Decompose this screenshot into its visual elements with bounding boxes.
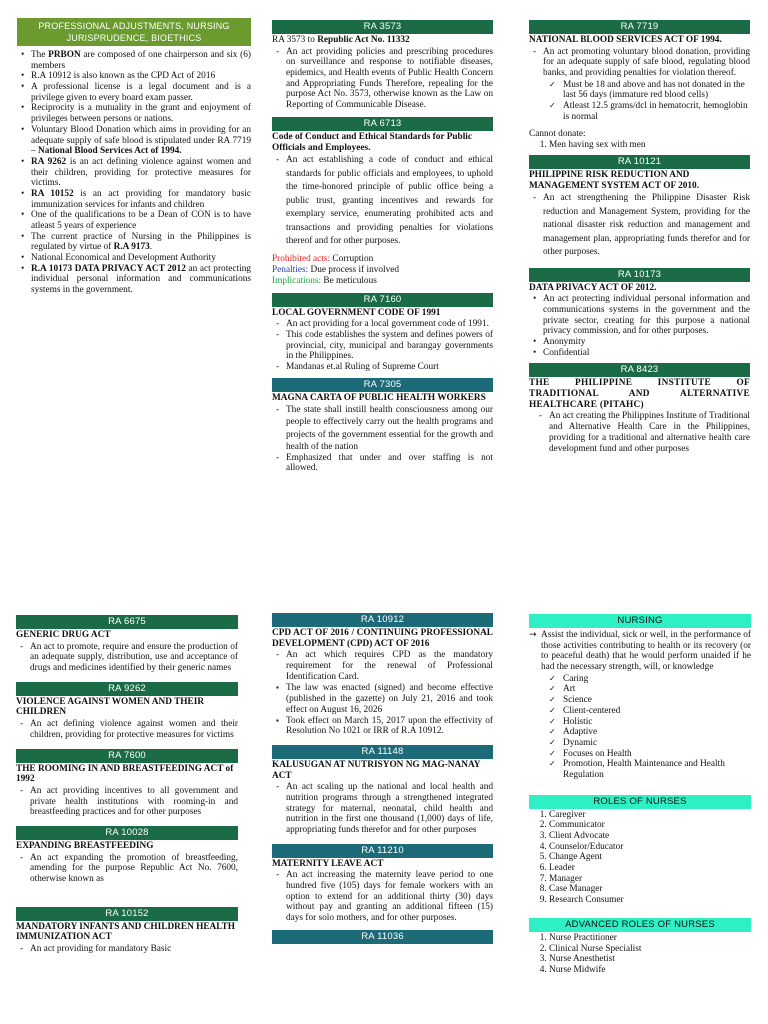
check-item: ✓ Promotion, Health Maintenance and Health Regulation xyxy=(563,759,751,780)
role-item: 3. Client Advocate xyxy=(549,831,751,842)
ra7160-title: LOCAL GOVERNMENT CODE OF 1991 xyxy=(272,307,441,318)
ra6675-list xyxy=(16,642,238,674)
ra7600-list xyxy=(16,786,238,818)
ra11148-list xyxy=(272,782,493,835)
ra10912-dotlist xyxy=(272,683,493,736)
ra6713-prohibited: Prohibited acts: Corruption xyxy=(272,254,374,265)
section-header-ra7305: RA 7305 xyxy=(272,378,493,392)
list-item: - An act defining violence against women and their children, providing for protective measures for victims xyxy=(30,719,238,740)
ra6713-implications: Implications: Be meticulous xyxy=(272,275,377,286)
section-header-ra10152: RA 10152 xyxy=(16,907,238,921)
role-item: 7. Manager xyxy=(549,874,751,885)
ra7600-title: THE ROOMING IN AND BREASTFEEDING ACT of 1992 xyxy=(16,763,234,785)
section-header-ra10173: RA 10173 xyxy=(529,268,750,282)
advanced-role-item: 2. Clinical Nurse Specialist xyxy=(549,944,751,955)
ra10912-list xyxy=(272,650,493,682)
check-item: ✓ Caring xyxy=(563,674,751,685)
ra10028-title: EXPANDING BREASTFEEDING xyxy=(16,840,154,851)
ra3573-list xyxy=(272,47,493,111)
ra8423-list xyxy=(529,411,750,454)
role-item: 9. Research Consumer xyxy=(549,895,751,906)
section-header-ra10028: RA 10028 xyxy=(16,826,238,840)
check-item: ✓ Focuses on Health xyxy=(563,749,751,760)
role-item: 4. Counselor/Educator xyxy=(549,842,751,853)
ra6675-title: GENERIC DRUG ACT xyxy=(16,630,111,640)
section-header-ra7600: RA 7600 xyxy=(16,749,238,763)
col2-bottom xyxy=(272,613,493,944)
section-header-nursing: NURSING xyxy=(529,614,751,628)
role-item: 5. Change Agent xyxy=(549,852,751,863)
list-item: - An act promoting voluntary blood donation, providing for an adequate supply of safe blood, regulating blood banks, and providing penalties for violation thereof. xyxy=(543,47,750,79)
check-item: ✓ Dynamic xyxy=(563,738,751,749)
ra6713-penalties: Penalties: Due process if involved xyxy=(272,265,400,276)
section-header-roles: ROLES OF NURSES xyxy=(529,795,751,809)
col3-bottom xyxy=(529,614,751,976)
check-item: ✓ Client-centered xyxy=(563,706,751,717)
ra10121-list xyxy=(529,192,750,259)
check-item: ✓ Art xyxy=(563,684,751,695)
list-item: - Mandanas et.al Ruling of Supreme Court xyxy=(286,362,493,373)
adjustment-item: • R.A 10912 is also known as the CPD Act of 2016 xyxy=(31,71,251,82)
list-item: • Confidential xyxy=(543,348,750,359)
check-item: ✓ Science xyxy=(563,695,751,706)
list-item: - An act increasing the maternity leave period to one hundred five (105) days for female workers with an option to extend for an additional thirty (30) days without pay and granting an additional fifteen (15) days for solo mothers, and for other purposes. xyxy=(286,870,493,923)
nursing-definition: → Assist the individual, sick or well, in the performance of those activities contributing to health or its recovery (or to peaceful death) that he would perform unaided if he had the necessary strength, will, or knowledge xyxy=(529,630,751,673)
advanced-role-item: 1. Nurse Practitioner xyxy=(549,933,751,944)
ra11210-list xyxy=(272,870,493,923)
col2-top xyxy=(272,20,493,474)
ra9262-list xyxy=(16,719,238,740)
list-item: - An act providing policies and prescribing procedures on surveillance and response to notifiable diseases, epidemics, and Health events of Public Health Concern and Appropriating Funds Therefore, repealing for the purpose Act No. 3573, otherwise known as the Law on Reporting of Communicable Disease. xyxy=(286,47,493,111)
adjustment-item: • The PRBON are composed of one chairperson and six (6) members xyxy=(31,50,251,71)
adjustment-item: • RA 9262 is an act defining violence against women and their children, providing for protective measures for victims. xyxy=(31,157,251,189)
ra7719-list xyxy=(529,47,750,79)
adjustment-item: • National Economical and Development Authority xyxy=(31,253,251,264)
adjustment-item: • Reciprocity is a mutuality in the grant and enjoyment of privileges between persons or nations. xyxy=(31,103,251,124)
nursing-checklist xyxy=(529,674,751,781)
check-item: ✓ Atleast 12.5 grams/dcl in hematocrit, hemoglobin is normal xyxy=(563,101,750,122)
list-item: - Emphasized that under and over staffing is not allowed. xyxy=(286,453,493,474)
ra11148-title: KALUSUGAN AT NUTRISYON NG MAG-NANAY ACT xyxy=(272,759,481,781)
col1-top xyxy=(17,18,251,296)
adjustment-item: • Voluntary Blood Donation which aims in providing for an adequate supply of safe blood is stipulated under RA 7719 – National Blood Services Act of 1994. xyxy=(31,125,251,157)
section-header-ra11148: RA 11148 xyxy=(272,745,493,759)
ra7719-title: NATIONAL BLOOD SERVICES ACT OF 1994. xyxy=(529,35,722,45)
list-item: • An act protecting individual personal information and communications systems in the government and the private sector, creating for this purpose a national privacy commission, and for other purposes. xyxy=(543,294,750,337)
adjustments-list xyxy=(17,50,251,296)
list-item: - An act strengthening the Philippine Disaster Risk reduction and Management System, providing for the national disaster risk reduction and management and management plan, appropriating funds therefor and for other purposes. xyxy=(543,192,750,259)
col3-top xyxy=(529,20,750,454)
cannot-donate-label: Cannot donate: xyxy=(529,128,586,139)
list-item: - This code establishes the system and defines powers of provincial, city, municipal and barangay governments in the Philippines. xyxy=(286,330,493,362)
section-header-adjustments: PROFESSIONAL ADJUSTMENTS, NURSING JURISPRUDENCE, BIOETHICS xyxy=(17,18,251,46)
ra10152-title: MANDATORY INFANTS AND CHILDREN HEALTH IMMUNIZATION ACT xyxy=(16,921,236,943)
ra6713-list xyxy=(272,154,493,248)
section-header-ra7719: RA 7719 xyxy=(529,20,750,34)
section-header-ra7160: RA 7160 xyxy=(272,293,493,307)
list-item: - An act providing for a local government code of 1991. xyxy=(286,319,493,330)
advanced-role-item: 4. Nurse Midwife xyxy=(549,965,751,976)
adjustment-item: • One of the qualifications to be a Dean of CON is to have atleast 5 years of experience xyxy=(31,210,251,231)
section-header-ra3573: RA 3573 xyxy=(272,20,493,34)
list-item: • Anonymity xyxy=(543,337,750,348)
list-item: - The state shall instill health consciousness among our people to effectively carry out the health programs and projects of the government essential for the growth and health of the nation xyxy=(286,404,493,452)
list-item: - An act providing incentives to all government and private health institutions with rooming-in and breastfeeding practices and for other purposes xyxy=(30,786,238,818)
list-item: - An act to promote, require and ensure the production of an adequate supply, distribution, use and acceptance of drugs and medicines identified by their generic names xyxy=(30,642,238,674)
section-header-ra10912: RA 10912 xyxy=(272,613,493,627)
list-item: ▪ The law was enacted (signed) and become effective (published in the gazette) on July 21, 2016 and took effect on August 16, 2026 xyxy=(286,683,493,715)
list-item: - An act providing for mandatory Basic xyxy=(30,944,238,955)
adjustment-item: • R.A 10173 DATA PRIVACY ACT 2012 an act protecting individual personal information and communications systems in the government. xyxy=(31,264,251,296)
ra8423-title: THE PHILIPPINE INSTITUTE OF TRADITIONAL AND ALTERNATIVE HEALTHCARE (PITAHC) xyxy=(529,378,750,410)
ra10028-list xyxy=(16,853,238,885)
adjustment-item: • RA 10152 is an act providing for mandatory basic immunization services for infants and children xyxy=(31,189,251,210)
col1-bottom xyxy=(16,615,238,955)
ra10121-title: PHILIPPINE RISK REDUCTION AND MANAGEMENT SYSTEM ACT OF 2010. xyxy=(529,169,700,191)
section-header-ra6675: RA 6675 xyxy=(16,615,238,629)
ra3573-title: RA 3573 to Republic Act No. 11332 xyxy=(272,35,410,45)
section-header-ra9262: RA 9262 xyxy=(16,682,238,696)
ra10173-list xyxy=(529,294,750,358)
adjustment-item: • A professional license is a legal document and is a privilege given to every board exam passer. xyxy=(31,82,251,103)
role-item: 6. Leader xyxy=(549,863,751,874)
cannot-donate-list xyxy=(529,140,750,151)
list-item: ▪ Took effect on March 15, 2017 upon the effectivity of Resolution No 1021 or IRR of R.A 10912. xyxy=(286,716,493,737)
list-item: 1. Men having sex with men xyxy=(549,140,750,151)
ra7160-list xyxy=(272,319,493,372)
roles-list xyxy=(529,810,751,906)
ra11210-title: MATERNITY LEAVE ACT xyxy=(272,858,384,869)
ra10152-list xyxy=(16,944,238,955)
role-item: 2. Communicator xyxy=(549,820,751,831)
ra7305-list xyxy=(272,404,493,474)
ra7719-checklist xyxy=(529,80,750,123)
advanced-roles-list xyxy=(529,933,751,976)
list-item: - An act which requires CPD as the mandatory requirement for the renewal of Professional Identification Card. xyxy=(286,650,493,682)
ra10173-title: DATA PRIVACY ACT OF 2012. xyxy=(529,282,657,293)
role-item: 1. Caregiver xyxy=(549,810,751,821)
list-item: - An act establishing a code of conduct and ethical standards for public officials and employees, to uphold the time-honored principle of public office being a public trust, granting incentives and rewards for exemplary service, enumerating prohibited acts and transactions and providing penalties for violations thereof and for other purposes. xyxy=(286,154,493,248)
section-header-ra10121: RA 10121 xyxy=(529,155,750,169)
list-item: - An act scaling up the national and local health and nutrition programs through a strengthened integrated strategy for maternal, neonatal, child health and nutrition in the first one thousand (1,000) days of life, appropriating funds therefor and for other purposes xyxy=(286,782,493,835)
role-item: 8. Case Manager xyxy=(549,884,751,895)
adjustment-item: • The current practice of Nursing in the Philippines is regulated by virtue of R.A 9173. xyxy=(31,232,251,253)
check-item: ✓ Adaptive xyxy=(563,727,751,738)
check-item: ✓ Holistic xyxy=(563,717,751,728)
list-item: - An act expanding the promotion of breastfeeding, amending for the purpose Republic Act No. 7600, otherwise known as xyxy=(30,853,238,885)
list-item: - An act creating the Philippines Institute of Traditional and Alternative Health Care in the Philippines, providing for a traditional and alternative health care development fund and other purposes xyxy=(549,411,750,454)
section-header-advanced-roles: ADVANCED ROLES OF NURSES xyxy=(529,918,751,932)
section-header-ra11210: RA 11210 xyxy=(272,844,493,858)
section-header-ra11036: RA 11036 xyxy=(272,930,493,944)
advanced-role-item: 3. Nurse Anesthetist xyxy=(549,954,751,965)
section-header-ra8423: RA 8423 xyxy=(529,363,750,377)
ra10912-title: CPD ACT OF 2016 / CONTINUING PROFESSIONAL DEVELOPMENT (CPD) ACT OF 2016 xyxy=(272,628,493,649)
ra6713-title: Code of Conduct and Ethical Standards for Public Officials and Employees. xyxy=(272,131,473,153)
section-header-ra6713: RA 6713 xyxy=(272,117,493,131)
ra9262-title: VIOLENCE AGAINST WOMEN AND THEIR CHILDREN xyxy=(16,696,205,718)
check-item: ✓ Must be 18 and above and has not donated in the last 56 days (immature red blood cells) xyxy=(563,80,750,101)
ra7305-title: MAGNA CARTA OF PUBLIC HEALTH WORKERS xyxy=(272,392,486,403)
